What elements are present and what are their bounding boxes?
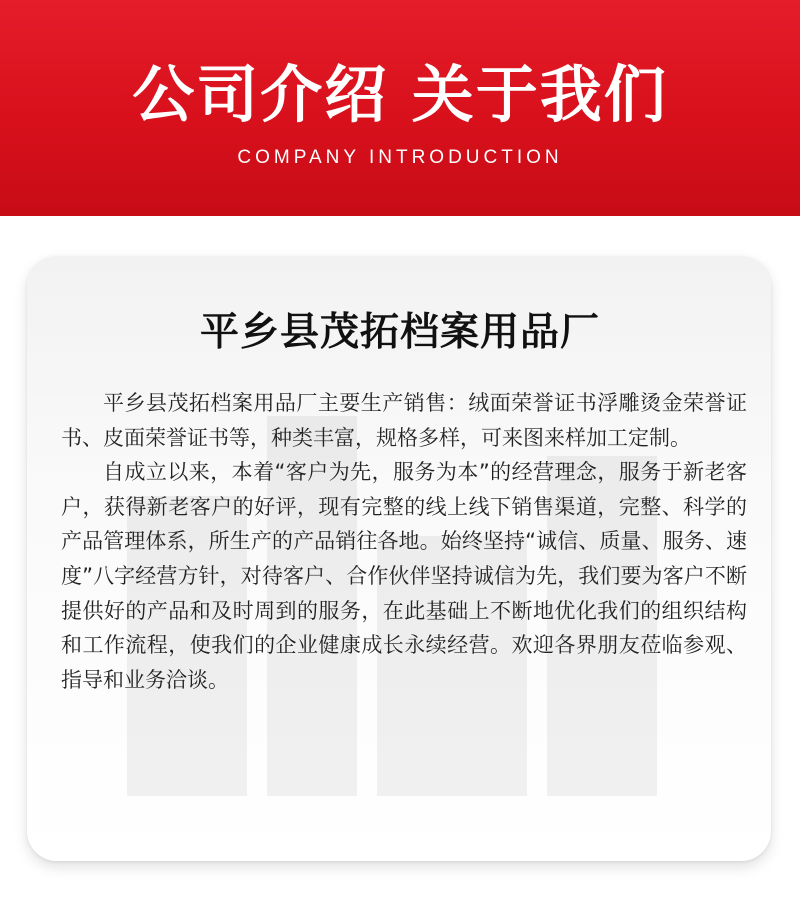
header-banner (0, 0, 800, 216)
intro-paragraph-1: 平乡县茂拓档案用品厂主要生产销售：绒面荣誉证书浮雕烫金荣誉证书、皮面荣誉证书等，种类丰富，规格多样，可来图来样加工定制。 (61, 391, 747, 450)
intro-text (61, 386, 747, 697)
banner-subtitle: COMPANY INTRODUCTION (237, 147, 563, 168)
banner-title: 公司介绍 关于我们 (132, 58, 668, 131)
intro-paragraph-2: 自成立以来，本着“客户为先，服务为本”的经营理念，服务于新老客户，获得新老客户的好评，现有完整的线上线下销售渠道，完整、科学的产品管理体系，所生产的产品销往各地。始终坚持“诚信、质量、服务、速度”八字经营方针，对待客户、合作伙伴坚持诚信为先，我们要为客户不断提供好的产品和及时周到的服务，在此基础上不断地优化我们的组织结构和工作流程，使我们的企业健康成长永续经营。欢迎各界朋友莅临参观、指导和业务洽谈。 (61, 460, 747, 692)
company-name: 平乡县茂拓档案用品厂 (199, 310, 600, 355)
